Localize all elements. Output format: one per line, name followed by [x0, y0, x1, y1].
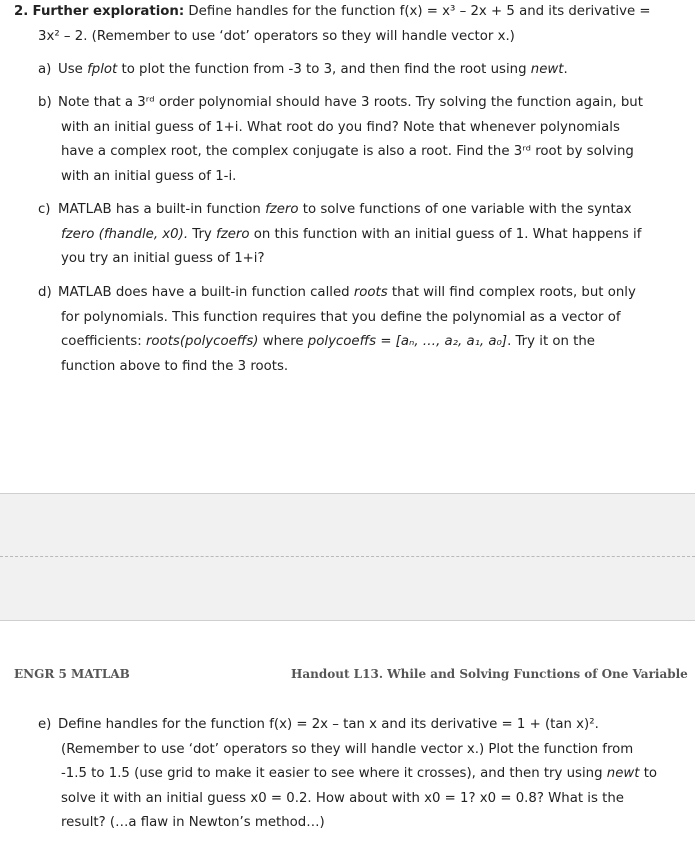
item-a — [38, 58, 568, 83]
item-c-label: c) — [38, 202, 51, 217]
item-e-label: e) — [38, 717, 52, 732]
item-a-text: Use fplot to plot the function from -3 to 3, and then find the root using newt. — [58, 62, 568, 77]
page-break-line — [0, 556, 695, 557]
question-number: 2. — [14, 4, 29, 19]
item-b: b) Note that a 3ʳᵈ order polynomial should have 3 roots. Try solving the function again, but with an initial guess of 1+i. What root do you find? Note that whenever polynomials have a complex root, the complex conjugate is also a root. Find the 3ʳᵈ root by solving with an initial guess of 1-i. — [38, 91, 643, 189]
footer-handout-title: Handout L13. While and Solving Functions of One Variable — [291, 667, 688, 681]
question-title: Further exploration: — [32, 4, 185, 19]
question-2 — [14, 0, 651, 49]
footer-course: ENGR 5 MATLAB — [14, 667, 130, 681]
item-b-label: b) — [38, 95, 52, 110]
item-a-label: a) — [38, 62, 52, 77]
item-d-label: d) — [38, 285, 52, 300]
item-c: c) MATLAB has a built-in function fzero to solve functions of one variable with the syntax fzero (fhandle, x0). Try fzero on this function with an initial guess of 1. What happens if you try an initial guess of 1+i? — [38, 198, 641, 272]
item-e: e) Define handles for the function f(x) = 2x – tan x and its derivative = 1 + (tan x)². (Remember to use ‘dot’ operators so they will handle vector x.) Plot the function from -1.5 to 1.5 (use grid to make it easier to see where it crosses), and then try using newt to solve it with an initial guess x0 = 0.2. How about with x0 = 1? x0 = 0.8? What is the result? (…a flaw in Newton’s method…) — [38, 713, 657, 836]
question-2-line-1: 2. Further exploration: Define handles for the function f(x) = x³ – 2x + 5 and its derivative = — [14, 4, 651, 19]
page-gap — [0, 494, 695, 620]
item-d: d) MATLAB does have a built-in function called roots that will find complex roots, but only for polynomials. This function requires that you define the polynomial as a vector of coefficients: roots(polycoeffs) where polycoeffs = [aₙ, …, a₂, a₁, a₀]. Try it on the function above to find the 3 roots. — [38, 281, 636, 379]
question-2-line-2: 3x² – 2. (Remember to use ‘dot’ operators so they will handle vector x.) — [38, 28, 515, 44]
